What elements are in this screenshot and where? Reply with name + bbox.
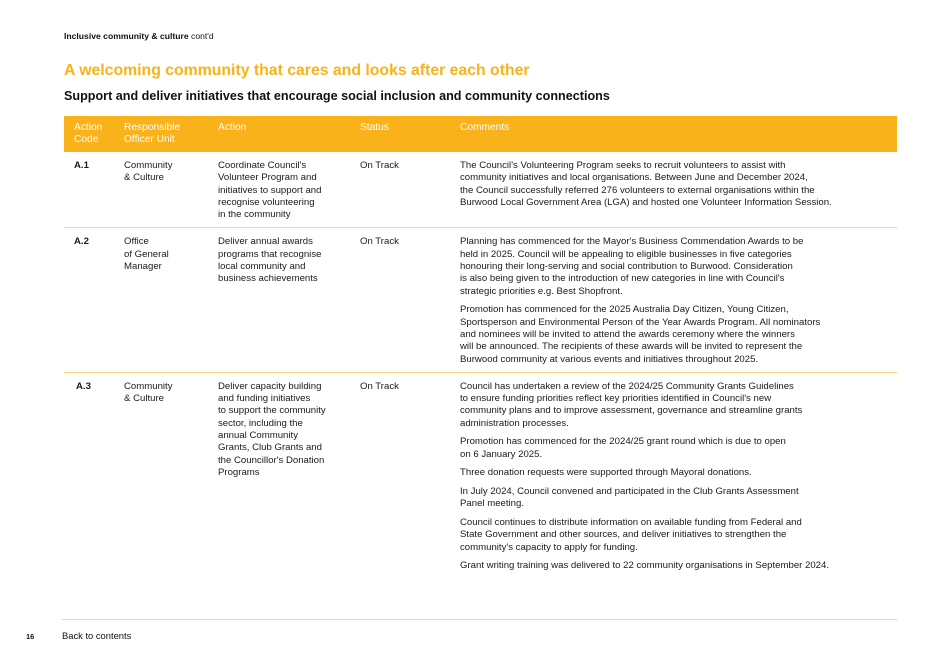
status-text: On Track <box>360 228 460 372</box>
responsible-unit: Office of General Manager <box>124 228 218 372</box>
table-header-row <box>64 116 897 152</box>
section-breadcrumb <box>64 31 214 41</box>
comment-paragraph: Promotion has commenced for the 2025 Australia Day Citizen, Young Citizen, Sportsperson and Environmental Person of the Year Awards Program. All nominators and nominees will be invited to attend the awards ceremony where the winners will be announced. The recipients of these awards will be invited to represent the Burwood community at various events and initiatives throughout 2025. <box>460 304 821 365</box>
status-text: On Track <box>360 160 399 171</box>
comments-cell <box>460 228 897 372</box>
table-row <box>64 152 897 228</box>
action-code: A.1 <box>74 160 89 171</box>
footer-divider <box>62 619 897 620</box>
action-code: A.3 <box>64 372 124 578</box>
table-row <box>64 372 897 578</box>
action-description: Deliver annual awards programs that recognise local community and business achievements <box>218 228 360 372</box>
responsible-unit: Community & Culture <box>124 160 173 184</box>
responsible-unit: Community & Culture <box>124 372 218 578</box>
actions-table <box>64 116 897 579</box>
comment-paragraph: In July 2024, Council convened and participated in the Club Grants Assessment Panel meeting. <box>460 486 799 510</box>
comments-cell <box>460 152 897 228</box>
action-code: A.2 <box>64 228 124 372</box>
table-row <box>64 228 897 372</box>
comment-paragraph: Grant writing training was delivered to 22 community organisations in September 2024. <box>460 560 830 572</box>
back-to-contents-link[interactable]: Back to contents <box>62 630 132 641</box>
column-header-status: Status <box>360 116 460 152</box>
comment-paragraph: Council has undertaken a review of the 2024/25 Community Grants Guidelines to ensure funding priorities reflect key priorities identified in Council's new community plans and to improve assessment, governance and streamline grants administration processes. <box>460 380 803 429</box>
action-description: Coordinate Council's Volunteer Program and initiatives to support and recognise volunteering in the community <box>218 160 322 221</box>
column-header-unit: Responsible Officer Unit <box>124 116 218 152</box>
column-header-code: Action Code <box>64 116 124 152</box>
breadcrumb-section: Inclusive community & culture <box>64 31 189 41</box>
column-header-comments: Comments <box>460 116 897 152</box>
comment-paragraph: Council continues to distribute information on available funding from Federal and State Government and other sources, and deliver initiatives to strengthen the community's capacity to apply for funding. <box>460 517 802 553</box>
status-text: On Track <box>360 372 460 578</box>
page-number: 16 <box>26 632 35 641</box>
comment-paragraph: Planning has commenced for the Mayor's Business Commendation Awards to be held in 2025. Council will be appealing to eligible businesses in five categories honouring their long-serving and social contribution to Burwood. Consideration is also being given to the introduction of new categories in line with Council's strategic priorities e.g. Best Shopfront. <box>460 236 804 297</box>
page-subtitle: Support and deliver initiatives that encourage social inclusion and community connections <box>64 89 610 103</box>
column-header-action: Action <box>218 116 360 152</box>
breadcrumb-suffix: cont'd <box>188 31 214 41</box>
page-title: A welcoming community that cares and looks after each other <box>64 62 530 79</box>
action-description: Deliver capacity building and funding initiatives to support the community sector, including the annual Community Grants, Club Grants and the Councillor's Donation Programs <box>218 372 360 578</box>
comment-paragraph: Three donation requests were supported through Mayoral donations. <box>460 467 752 479</box>
comment-paragraph: The Council's Volunteering Program seeks to recruit volunteers to assist with community initiatives and local organisations. Between June and December 2024, the Council successfully referred 276 volunteers to external organisations within the Burwood Local Government Area (LGA) and hosted one Volunteer Information Session. <box>460 160 832 208</box>
comments-cell <box>460 372 897 578</box>
comment-paragraph: Promotion has commenced for the 2024/25 grant round which is due to open on 6 January 2025. <box>460 436 786 460</box>
